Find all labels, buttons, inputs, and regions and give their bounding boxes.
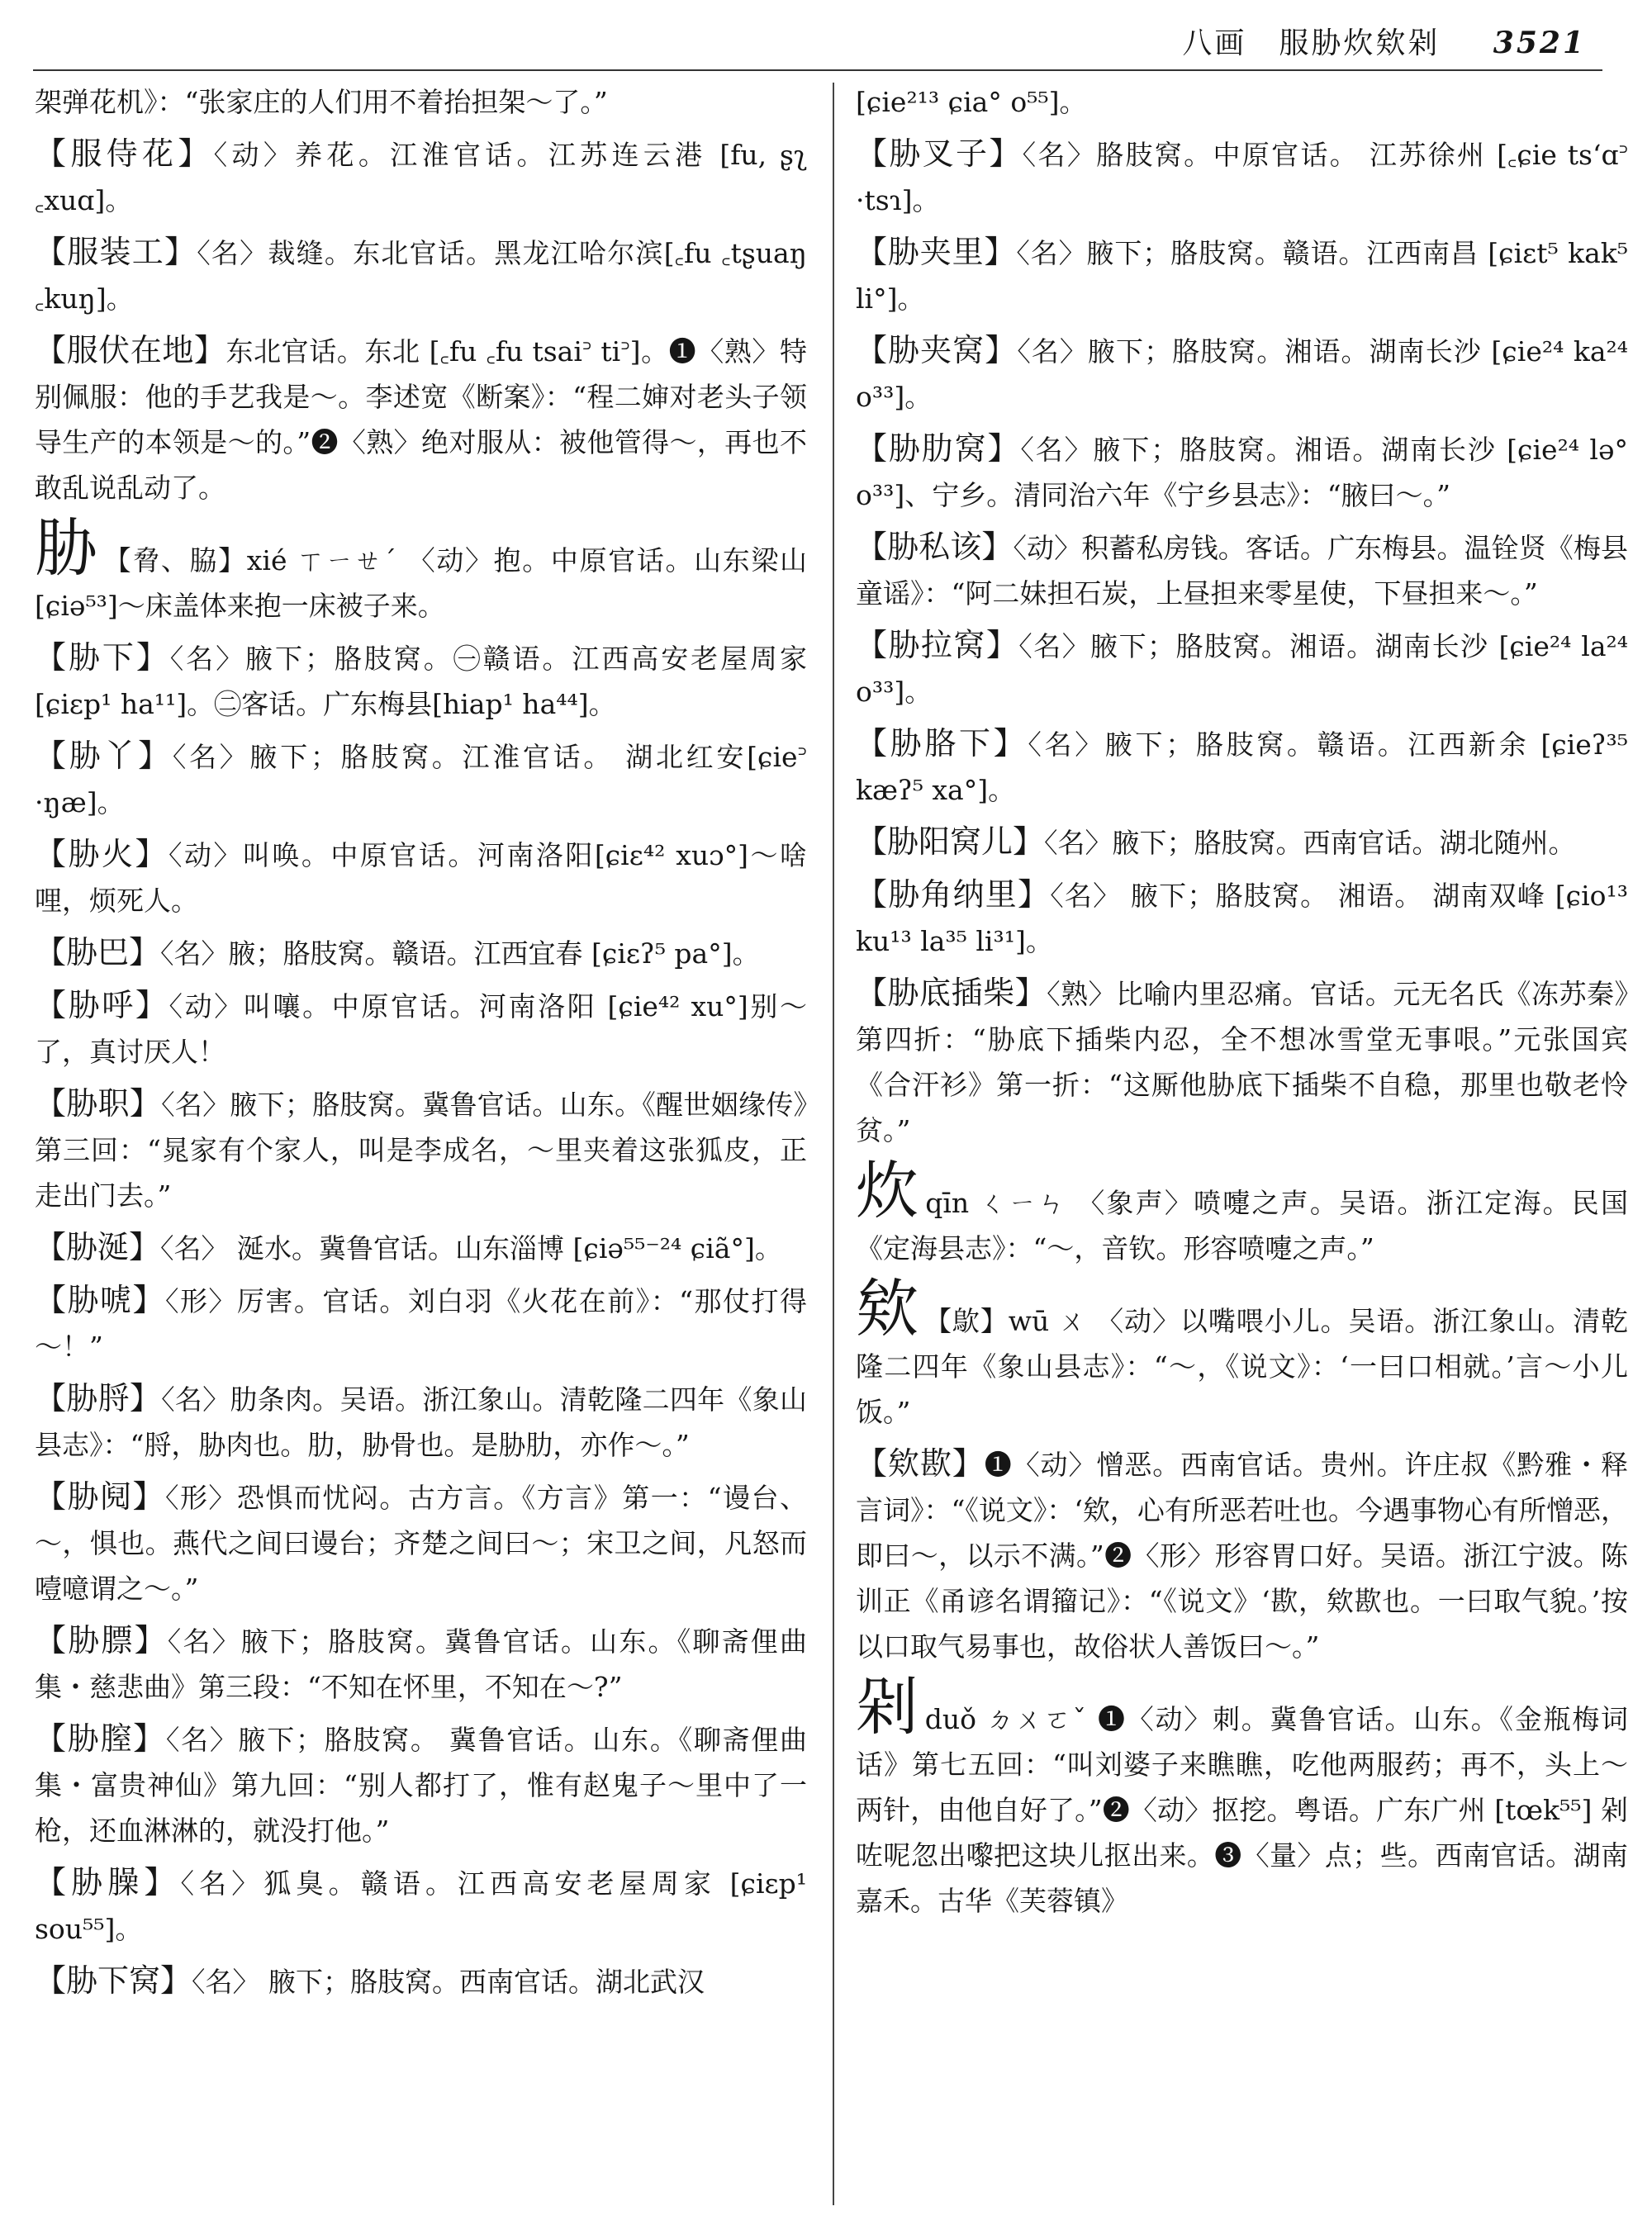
definition-text: 〈名〉腋下；胳肢窝。西南官话。湖北随州。 (1044, 827, 1576, 859)
definition-text: 〈名〉腋下；胳肢窝。㊀赣语。江西高安老屋周家[ɕiɛp¹ ha¹¹]。㊁客话。广东梅县[hiap¹ ha⁴⁴]。 (35, 643, 807, 720)
headword: 【胁火】 (35, 836, 169, 872)
dictionary-entry (856, 721, 1628, 813)
headword: 【服装工】 (35, 234, 197, 270)
header-title: 八画 服胁炊欸剁 (1182, 26, 1441, 60)
headword: 【胁臊】 (35, 1864, 181, 1900)
headword: 【胁叉子】 (856, 135, 1023, 172)
definition-text: ❶〈动〉憎恶。西南官话。贵州。许庄叔《黔雅・释言词》：“《说文》：‘欸，心有所恶若吐也。今遇事物心有所憎恶，即曰～，以示不满。”❷〈形〉形容胃口好。吴语。浙江宁波。陈训正《甬谚名谓籀记》：“《说文》‘歁，欸歁也。一曰取气貌。’按以口取气易事也，故俗状人善饭曰～。” (856, 1449, 1628, 1663)
definition-text: 〈名〉腋下；胳肢窝。湘语。湖南长沙 [ɕie²⁴ lə° o³³]、宁乡。清同治六年《宁乡县志》：“腋曰～。” (856, 434, 1628, 511)
definition-text: 〈名〉狐臭。赣语。江西高安老屋周家 [ɕiɛp¹ sou⁵⁵]。 (35, 1867, 807, 1945)
headword: 【服伏在地】 (35, 332, 226, 368)
definition-text: 〈名〉胳肢窝。中原官话。 江苏徐州 [꜀ɕie tsʻɑ꜄ ·tsɿ]。 (856, 139, 1628, 216)
dictionary-entry (35, 1958, 807, 2005)
left-column (35, 79, 807, 2210)
dictionary-entry (856, 819, 1628, 866)
dictionary-entry (35, 1716, 807, 1853)
header-rule (33, 69, 1602, 71)
definition-text: 〈名〉 腋下；胳肢窝。 湘语。 湖南双峰 [ɕio¹³ ku¹³ la³⁵ li³¹]。 (856, 880, 1628, 957)
definition-text: 〈名〉肋条肉。吴语。浙江象山。清乾隆二四年《象山县志》：“脟，胁肉也。肋，胁骨也。是胁肋，亦作～。” (35, 1383, 807, 1461)
definition-text: 〈名〉 涎水。冀鲁官话。山东淄博 [ɕiə⁵⁵⁻²⁴ ɕiã°]。 (160, 1232, 782, 1264)
dictionary-entry (35, 1278, 807, 1369)
definition-text: 〈熟〉比喻内里忍痛。官话。元无名氏《冻苏秦》第四折：“胁底下插柴内忍，全不想冰雪堂无事哏。”元张国宾《合汗衫》第一折：“这厮他胁底下插柴不自稳，那里也敬老怜贫。” (856, 978, 1628, 1146)
headword: 【胁阋】 (35, 1478, 165, 1515)
definition-text: 〈名〉 腋下；胳肢窝。西南官话。湖北武汉 (192, 1966, 705, 1998)
headword: 【胁下窝】 (35, 1962, 192, 1999)
definition-text: 〈名〉腋下；胳肢窝。赣语。江西南昌 [ɕiɛt⁵ kak⁵ li°]。 (856, 237, 1628, 315)
dictionary-entry (856, 328, 1628, 420)
definition-text: 〈名〉腋下；胳肢窝。 冀鲁官话。山东。《聊斋俚曲集・富贵神仙》第九回：“别人都打了，惟有赵鬼子～里中了一枪，还血淋淋的，就没打他。” (35, 1724, 807, 1847)
dictionary-entry (35, 930, 807, 976)
headword: 【胁阳窝儿】 (856, 823, 1045, 860)
dictionary-entry (35, 1860, 807, 1952)
dictionary-entry (35, 733, 807, 825)
entry-continuation: [ɕie²¹³ ɕia° o⁵⁵]。 (856, 86, 1087, 118)
dictionary-entry (35, 1081, 807, 1218)
definition-text: 〈动〉积蓄私房钱。客话。广东梅县。温铨贤《梅县童谣》：“阿二妹担石炭，上昼担来零星使，下昼担来～。” (856, 532, 1628, 610)
dictionary-entry (856, 1670, 1628, 1924)
headword: 【胁夹里】 (856, 234, 1017, 270)
right-column (856, 79, 1628, 2210)
definition-text: duǒ ㄉㄨㄛˇ ❶〈动〉刺。冀鲁官话。山东。《金瓶梅词话》第七五回：“叫刘婆子来瞧瞧，吃他两服药；再不，头上～两针，由他自好了。”❷〈动〉抠挖。粤语。广东广州 [tœk⁵⁵] 剁咗呢忽出嚟把这块儿抠出来。❸〈量〉点；些。西南官话。湖南嘉禾。古华《芙蓉镇》 (856, 1703, 1628, 1917)
definition-text: 〈名〉腋下；胳肢窝。冀鲁官话。山东。《聊斋俚曲集・慈悲曲》第三段：“不知在怀里，不知在～?” (35, 1625, 807, 1703)
dictionary-entry (856, 1272, 1628, 1435)
definition-text: 〈动〉叫嚷。中原官话。河南洛阳 [ɕie⁴² xu°]别～了，真讨厌人！ (35, 990, 807, 1068)
dictionary-entry (35, 511, 807, 629)
definition-text: 〈动〉叫唤。中原官话。河南洛阳[ɕiɛ⁴² xuɔ°]～啥哩，烦死人。 (35, 839, 807, 917)
definition-text: 【脅、脇】xié ㄒㄧㄝˊ 〈动〉抱。中原官话。山东梁山[ɕiə⁵³]～床盖体来抱一床被子来。 (35, 544, 807, 622)
definition-text: 〈动〉养花。江淮官话。江苏连云港 [fu, ʂʅ ꜀xuɑ]。 (35, 139, 807, 216)
headword-character: 胁 (35, 511, 99, 585)
definition-text: 〈名〉腋下；胳肢窝。赣语。江西新余 [ɕieʔ³⁵ kæʔ⁵ xa°]。 (856, 728, 1628, 806)
headword: 【胁唬】 (35, 1282, 165, 1318)
headword: 【胁底插柴】 (856, 975, 1047, 1011)
column-divider (833, 83, 834, 2205)
dictionary-entry (856, 872, 1628, 964)
definition-text: 〈名〉裁缝。东北官话。黑龙江哈尔滨[꜀fu ꜀tʂuaŋ ꜀kuŋ]。 (35, 237, 807, 315)
definition-text: 〈名〉腋下；胳肢窝。湘语。湖南长沙 [ɕie²⁴ la²⁴ o³³]。 (856, 630, 1628, 708)
definition-text: 东北官话。东北 [꜀fu ꜀fu tsai꜄ ti꜄]。❶〈熟〉特别佩服：他的手艺我是～。李述宽《断案》：“程二婶对老头子领导生产的本领是～的。”❷〈熟〉绝对服从：被他管得～，再也不敢乱说乱动了。 (35, 335, 807, 504)
headword: 【胁拉窝】 (856, 627, 1019, 663)
headword: 【胁角纳里】 (856, 876, 1051, 913)
headword: 【服侍花】 (35, 135, 214, 172)
headword: 【胁脟】 (35, 1380, 162, 1416)
dictionary-entry (856, 1154, 1628, 1271)
headword: 【欸歁】 (856, 1445, 985, 1482)
dictionary-entry (35, 1376, 807, 1468)
dictionary-entry (35, 230, 807, 321)
headword: 【胁私该】 (856, 529, 1014, 565)
dictionary-entry (856, 230, 1628, 321)
dictionary-entry (35, 635, 807, 727)
dictionary-entry (856, 970, 1628, 1153)
definition-text: 〈形〉恐惧而忧闷。古方言。《方言》第一：“谩台、～，惧也。燕代之间曰谩台；齐楚之间曰～；宋卫之间，凡怒而噎噫谓之～。” (35, 1482, 807, 1605)
dictionary-entry (856, 426, 1628, 518)
dictionary-entry (35, 1618, 807, 1710)
dictionary-entry (856, 131, 1628, 223)
running-header (1182, 20, 1586, 62)
headword-character: 剁 (856, 1670, 920, 1744)
headword: 【胁夹窝】 (856, 332, 1018, 368)
dictionary-entry (35, 1474, 807, 1611)
headword: 【胁巴】 (35, 934, 161, 970)
headword-character: 欸 (856, 1272, 919, 1345)
headword: 【胁涎】 (35, 1229, 161, 1265)
definition-text: 〈名〉腋下；胳肢窝。冀鲁官话。山东。《醒世姻缘传》第三回：“晁家有个家人，叫是李成名，～里夹着这张狐皮，正走出门去。” (35, 1089, 807, 1212)
headword: 【胁呼】 (35, 987, 169, 1023)
headword: 【胁丫】 (35, 738, 173, 774)
headword: 【胁胳下】 (856, 725, 1028, 762)
page-number: 3521 (1493, 26, 1586, 60)
entry-continuation: 架弹花机》：“张家庄的人们用不着抬担架～了。” (35, 86, 608, 118)
definition-text: 【歍】wū ㄨ 〈动〉以嘴喂小儿。吴语。浙江象山。清乾隆二四年《象山县志》：“～，《说文》：‘一曰口相就。’言～小儿饭。” (856, 1305, 1628, 1428)
headword-character: 炊 (856, 1154, 921, 1227)
dictionary-entry (856, 524, 1628, 616)
dictionary-entry (35, 328, 807, 510)
dictionary-entry (35, 983, 807, 1075)
dictionary-entry (35, 1225, 807, 1271)
dictionary-entry (35, 832, 807, 923)
definition-text: 〈名〉腋下；胳肢窝。江淮官话。 湖北红安[ɕie꜄ ·ŋæ]。 (35, 741, 807, 818)
headword: 【胁职】 (35, 1085, 162, 1122)
dictionary-entry (856, 1441, 1628, 1669)
headword: 【胁肋窝】 (856, 430, 1021, 467)
definition-text: 〈名〉腋下；胳肢窝。湘语。湖南长沙 [ɕie²⁴ ka²⁴ o³³]。 (856, 335, 1628, 413)
definition-text: 〈形〉厉害。官话。刘白羽《火花在前》：“那仗打得～！” (35, 1285, 807, 1363)
headword: 【胁膣】 (35, 1720, 166, 1757)
definition-text: qīn ㄑㄧㄣ 〈象声〉喷嚏之声。吴语。浙江定海。民国《定海县志》：“～，音钦。形容喷嚏之声。” (856, 1187, 1628, 1264)
dictionary-entry (856, 623, 1628, 714)
headword: 【胁膘】 (35, 1622, 168, 1658)
dictionary-entry (35, 131, 807, 223)
headword: 【胁下】 (35, 639, 170, 676)
definition-text: 〈名〉腋；胳肢窝。赣语。江西宜春 [ɕiɛʔ⁵ pa°]。 (160, 937, 760, 970)
